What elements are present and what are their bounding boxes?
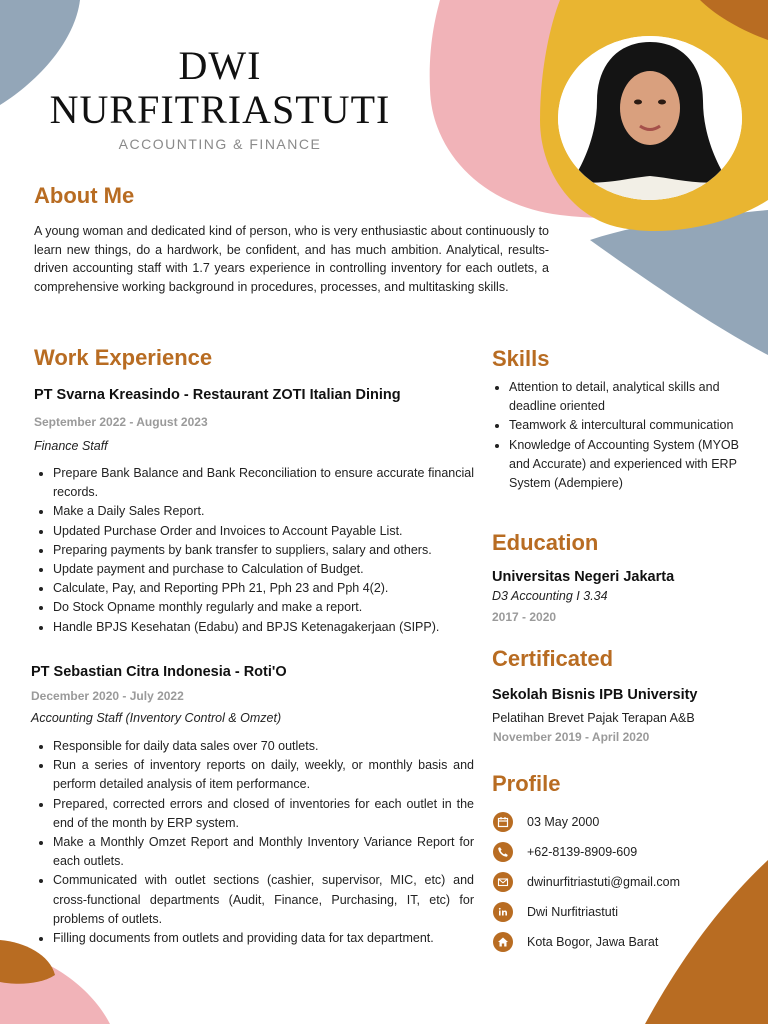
list-item: • Prepared, corrected errors and closed of inventories for each outlet in the end of the month by ERP system.	[53, 795, 474, 833]
profile-text: 03 May 2000	[527, 815, 600, 829]
list-item: • Responsible for daily data sales over 70 outlets.	[53, 737, 474, 756]
list-item: • Attention to detail, analytical skills and deadline oriented	[509, 378, 754, 416]
list-item: • Knowledge of Accounting System (MYOB and Accurate) and experienced with ERP System (Adempiere)	[509, 436, 754, 494]
list-item: • Do Stock Opname monthly regularly and make a report.	[53, 598, 474, 617]
list-item: • Make a Daily Sales Report.	[53, 502, 474, 521]
profile-location	[493, 932, 658, 952]
job-1-duties	[33, 464, 474, 637]
name-last: NURFITRIASTUTI	[49, 87, 391, 132]
education-years: 2017 - 2020	[492, 610, 557, 624]
profile-email[interactable]	[493, 872, 680, 892]
list-item: • Filling documents from outlets and providing data for tax department.	[53, 929, 474, 948]
list-item: • Updated Purchase Order and Invoices to Account Payable List.	[53, 522, 474, 541]
phone-icon	[493, 842, 513, 862]
list-item: • Handle BPJS Kesehatan (Edabu) and BPJS Ketenagakerjaan (SIPP).	[53, 618, 474, 637]
job-2-duties	[33, 737, 474, 948]
skills-list	[489, 378, 754, 493]
work-heading: Work Experience	[34, 345, 213, 370]
job-subtitle: ACCOUNTING & FINANCE	[118, 136, 322, 152]
profile-text: Dwi Nurfitriastuti	[527, 905, 618, 919]
mail-icon	[493, 872, 513, 892]
certificate-course: Pelatihan Brevet Pajak Terapan A&B	[492, 711, 695, 725]
profile-text: dwinurfitriastuti@gmail.com	[527, 875, 681, 889]
list-item: • Teamwork & intercultural communication	[509, 416, 754, 435]
certificated-heading: Certificated	[492, 646, 614, 671]
job-1-company: PT Svarna Kreasindo - Restaurant ZOTI Italian Dining	[34, 387, 401, 403]
certificate-dates: November 2019 - April 2020	[493, 730, 650, 744]
list-item: • Calculate, Pay, and Reporting PPh 21, Pph 23 and Pph 4(2).	[53, 579, 474, 598]
job-2-company: PT Sebastian Citra Indonesia - Roti'O	[31, 664, 287, 680]
profile-linkedin[interactable]	[493, 902, 618, 922]
profile-phone[interactable]	[493, 842, 637, 862]
list-item: • Make a Monthly Omzet Report and Monthly Inventory Variance Report for each outlets.	[53, 833, 474, 871]
profile-text: Kota Bogor, Jawa Barat	[527, 935, 659, 949]
about-heading: About Me	[34, 183, 135, 208]
skills-heading: Skills	[492, 346, 550, 371]
profile-birthdate	[493, 812, 599, 832]
list-item: • Update payment and purchase to Calculation of Budget.	[53, 560, 474, 579]
education-degree: D3 Accounting I 3.34	[492, 589, 608, 603]
list-item: • Prepare Bank Balance and Bank Reconciliation to ensure accurate financial records.	[53, 464, 474, 502]
education-school: Universitas Negeri Jakarta	[492, 569, 675, 585]
about-text: A young woman and dedicated kind of person, who is very enthusiastic about continuously to learn new things, do a hardwork, be confident, and has much ambition. Analytical, results-driven accounting staff with 1.7 years experience in controlling inventory for each outlets, a comprehensive working background in procedures, processes, and multitasking skills.	[34, 224, 549, 294]
list-item: • Preparing payments by bank transfer to suppliers, salary and others.	[53, 541, 474, 560]
list-item: • Communicated with outlet sections (cashier, supervisor, MIC, etc) and cross-functional departments (Audit, Finance, Purchasing, IT, etc) for problems of outlets.	[53, 871, 474, 929]
name-first: DWI	[178, 43, 262, 88]
profile-text: +62-8139-8909-609	[527, 845, 638, 859]
job-2-dates: December 2020 - July 2022	[31, 689, 184, 703]
list-item: • Run a series of inventory reports on daily, weekly, or monthly basis and perform detailed analysis of item performance.	[53, 756, 474, 794]
job-2-role: Accounting Staff (Inventory Control & Omzet)	[31, 711, 282, 725]
profile-heading: Profile	[492, 771, 561, 796]
job-1-dates: September 2022 - August 2023	[34, 415, 208, 429]
home-icon	[493, 932, 513, 952]
linkedin-icon	[493, 902, 513, 922]
calendar-icon	[493, 812, 513, 832]
certificate-org: Sekolah Bisnis IPB University	[492, 687, 698, 703]
education-heading: Education	[492, 530, 599, 555]
job-1-role: Finance Staff	[34, 439, 108, 453]
profile-photo	[558, 36, 742, 200]
